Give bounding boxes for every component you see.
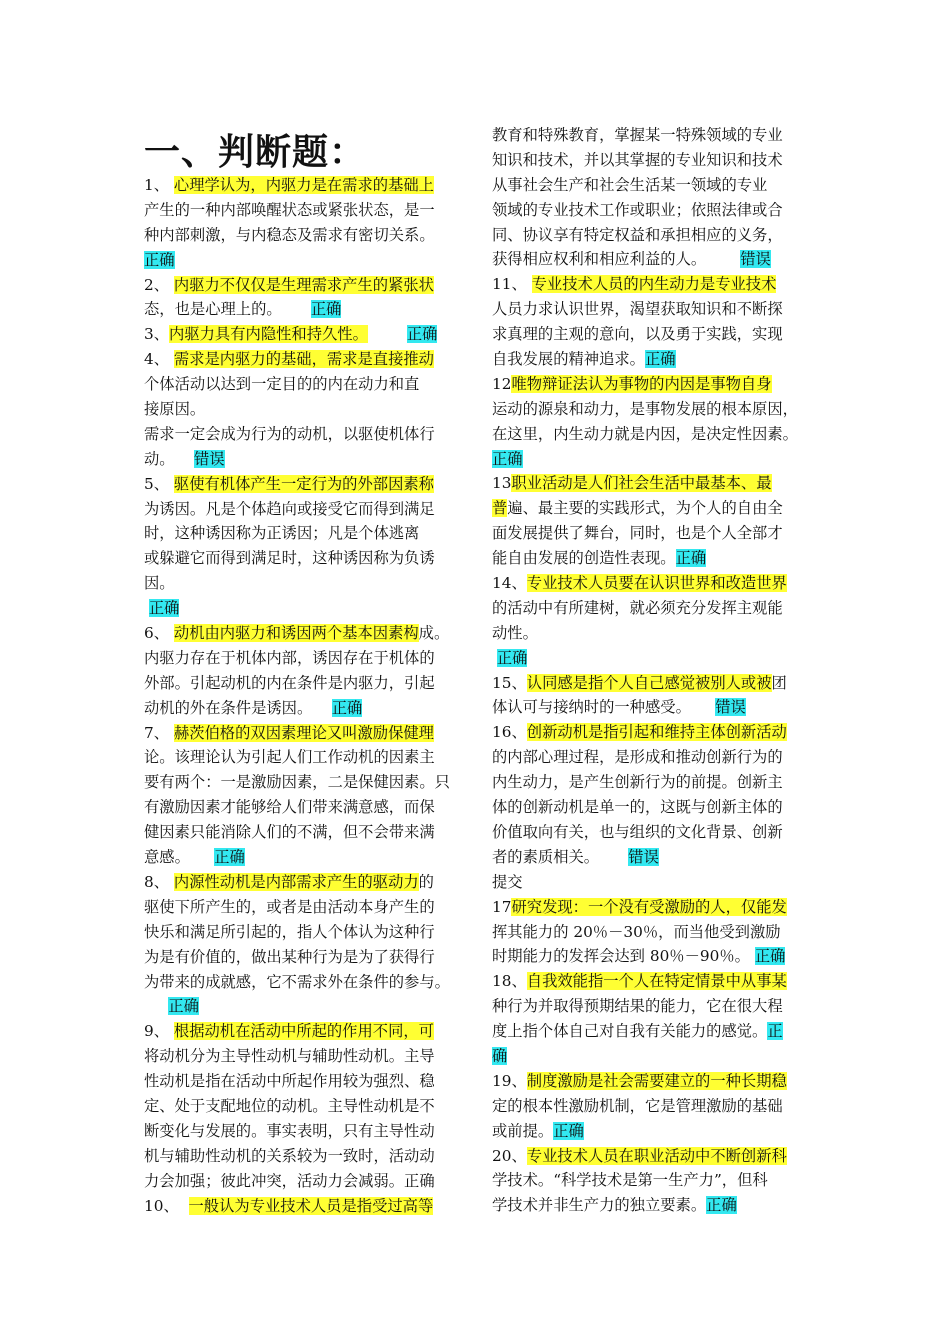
body-text: 10、 xyxy=(144,1196,189,1215)
text-line xyxy=(492,1144,816,1169)
body-text: 5、 xyxy=(144,474,174,493)
text-line xyxy=(144,596,468,621)
body-text xyxy=(368,325,407,343)
text-line xyxy=(144,173,468,198)
text-line xyxy=(144,1119,468,1144)
answer-badge: 正确 xyxy=(148,599,180,618)
text-line xyxy=(144,945,468,970)
body-text: 的内部心理过程，是形成和推动创新行为的 xyxy=(492,748,783,767)
body-text: 种内部刺激，与内稳态及需求有密切关系。 xyxy=(144,225,435,244)
text-line xyxy=(492,745,816,770)
body-text: 接原因。 xyxy=(144,400,206,419)
answer-badge: 错误 xyxy=(194,449,225,468)
text-line xyxy=(492,496,816,521)
body-text: 性动机是指在活动中所起作用较为强烈、稳 xyxy=(144,1072,435,1091)
text-line xyxy=(492,770,816,795)
body-text: 8、 xyxy=(144,872,174,891)
text-line xyxy=(492,422,816,447)
answer-badge: 正确 xyxy=(496,648,528,667)
body-text: 断变化与发展的。事实表明，只有主导性动 xyxy=(144,1121,435,1140)
text-line xyxy=(492,397,816,422)
body-text: 15、 xyxy=(492,673,527,692)
highlighted-statement: 内源性动机是内部需求产生的驱动力 xyxy=(173,872,419,891)
text-line xyxy=(492,671,816,696)
text-line xyxy=(144,422,468,447)
body-text: 或前提。 xyxy=(492,1121,554,1140)
highlighted-statement: 职业活动是人们社会生活中最基本、最 xyxy=(511,474,772,493)
text-line xyxy=(492,1193,816,1218)
text-line xyxy=(144,671,468,696)
body-text: 17 xyxy=(492,897,512,916)
text-line xyxy=(144,497,468,522)
body-text: 提交 xyxy=(492,872,523,891)
highlighted-statement: 普 xyxy=(492,499,508,518)
body-text: 为带来的成就感，它不需求外在条件的参与。 xyxy=(144,972,450,991)
text-line xyxy=(492,895,816,920)
text-line xyxy=(492,247,816,272)
body-text: 动机的外在条件是诱因。 xyxy=(144,698,332,717)
text-line xyxy=(144,322,468,347)
body-text: 自我发展的精神追求。 xyxy=(492,350,645,369)
answer-badge: 正确 xyxy=(406,325,438,344)
text-line xyxy=(144,372,468,397)
text-line xyxy=(492,969,816,994)
body-text: 意感。 xyxy=(144,848,215,867)
answer-badge: 正确 xyxy=(310,300,342,319)
text-line xyxy=(144,1194,468,1219)
body-text: 动。 xyxy=(144,449,195,468)
highlighted-statement: 研究发现：一个没有受激励的人，仅能发 xyxy=(511,897,787,916)
text-line xyxy=(492,1168,816,1193)
body-text: 外部。引起动机的内在条件是内驱力，引起 xyxy=(144,673,435,692)
body-text: 内驱力存在于机体内部，诱因存在于机体的 xyxy=(144,648,435,667)
highlighted-statement: 自我效能指一个人在特定情景中从事某 xyxy=(526,972,787,991)
text-line xyxy=(144,1069,468,1094)
text-line xyxy=(144,621,468,646)
body-text: 论。该理论认为引起人们工作动机的因素主 xyxy=(144,748,435,767)
text-line xyxy=(492,521,816,546)
answer-badge: 正确 xyxy=(675,549,707,568)
body-text: 2、 xyxy=(144,275,174,294)
body-text: 时，这种诱因称为正诱因；凡是个体逃离 xyxy=(144,524,420,543)
body-text: 有激励因素才能够给人们带来满意感，而保 xyxy=(144,798,435,817)
text-line xyxy=(492,795,816,820)
answer-badge: 正确 xyxy=(553,1121,584,1140)
highlighted-statement: 心理学认为，内驱力是在需求的基础上 xyxy=(173,176,434,194)
body-text: 知识和技术，并以其掌握的专业知识和技术 xyxy=(492,150,783,169)
text-line xyxy=(492,148,816,173)
text-line xyxy=(492,870,816,895)
text-line xyxy=(492,471,816,496)
answer-badge: 正确 xyxy=(706,1196,737,1215)
body-text xyxy=(144,997,168,1015)
text-line xyxy=(144,223,468,248)
text-line xyxy=(144,895,468,920)
body-text: 为是有价值的，做出某种行为是为了获得行 xyxy=(144,947,435,966)
body-text: 遍、最主要的实践形式，为个人的自由全 xyxy=(507,499,783,518)
body-text: 定、处于支配地位的动机。主导性动机是不 xyxy=(144,1096,435,1115)
body-text: 领域的专业技术工作或职业；依照法律或合 xyxy=(492,200,783,219)
highlighted-statement: 专业技术人员在职业活动中不断创新科 xyxy=(526,1146,787,1165)
body-text: 3、 xyxy=(144,325,170,344)
answer-badge: 错误 xyxy=(715,698,746,717)
body-text: 6、 xyxy=(144,624,174,643)
text-line xyxy=(492,223,816,248)
page-title: 一、判断题： xyxy=(144,131,367,173)
highlighted-statement: 创新动机是指引起和维持主体创新活动 xyxy=(526,723,787,742)
body-text: 7、 xyxy=(144,723,174,742)
highlighted-statement: 内驱力不仅仅是生理需求产生的紧张状 xyxy=(173,275,434,294)
answer-badge: 正确 xyxy=(331,698,363,717)
body-text: 健因素只能消除人们的不满，但不会带来满 xyxy=(144,823,435,842)
answer-badge: 正确 xyxy=(168,997,199,1016)
text-line xyxy=(492,571,816,596)
body-text: 需求一定会成为行为的动机，以驱使机体行 xyxy=(144,424,435,443)
body-text: 运动的源泉和动力，是事物发展的根本原因， xyxy=(492,399,798,418)
body-text: 20、 xyxy=(492,1146,527,1165)
body-text: 机与辅助性动机的关系较为一致时，活动动 xyxy=(144,1146,435,1165)
answer-badge: 正确 xyxy=(144,250,175,269)
text-line xyxy=(492,994,816,1019)
text-line xyxy=(144,1094,468,1119)
body-text: 学技术。“科学技术是第一生产力”，但科 xyxy=(492,1171,768,1190)
text-line xyxy=(492,695,816,720)
text-line xyxy=(492,1119,816,1144)
body-text: 求真理的主观的意向，以及勇于实践，实现 xyxy=(492,325,783,344)
text-line xyxy=(144,397,468,422)
text-line xyxy=(144,920,468,945)
text-line xyxy=(492,322,816,347)
body-text: 驱使下所产生的，或者是由活动本身产生的 xyxy=(144,897,435,916)
text-line xyxy=(492,621,816,646)
body-text: 人员力求认识世界，渴望获取知识和不断探 xyxy=(492,300,783,319)
highlighted-statement: 一般认为专业技术人员是指受过高等 xyxy=(188,1196,434,1215)
body-text: 获得相应权利和相应利益的人。 xyxy=(492,250,741,269)
text-line xyxy=(492,720,816,745)
text-line xyxy=(492,596,816,621)
body-text: 成。 xyxy=(418,624,450,643)
text-line xyxy=(144,1144,468,1169)
text-line xyxy=(144,745,468,770)
text-line xyxy=(144,297,468,322)
body-text: 体认可与接纳时的一种感受。 xyxy=(492,698,716,717)
text-line xyxy=(144,347,468,372)
text-line xyxy=(492,372,816,397)
text-line xyxy=(492,845,816,870)
highlighted-statement: 制度激励是社会需要建立的一种长期稳 xyxy=(526,1071,787,1090)
body-text: 团 xyxy=(771,673,787,692)
body-text: 11、 xyxy=(492,275,532,294)
body-text: 体的创新动机是单一的，这既与创新主体的 xyxy=(492,798,783,817)
body-text: 产生的一种内部唤醒状态或紧张状态，是一 xyxy=(144,200,435,219)
body-text: 将动机分为主导性动机与辅助性动机。主导 xyxy=(144,1047,435,1066)
answer-badge: 正确 xyxy=(644,350,676,369)
text-line xyxy=(144,198,468,223)
text-line xyxy=(492,272,816,297)
body-text: 教育和特殊教育，掌握某一特殊领域的专业 xyxy=(492,126,783,144)
body-text: 时期能力的发挥会达到 80％－90％。 xyxy=(492,947,755,966)
text-line xyxy=(492,920,816,945)
body-text: 16、 xyxy=(492,723,527,742)
highlighted-statement: 内驱力具有内隐性和持久性。 xyxy=(169,325,368,344)
highlighted-statement: 认同感是指个人自己感觉被别人或被 xyxy=(526,673,772,692)
body-text: 度上指个体自己对自我有关能力的感觉。 xyxy=(492,1022,768,1041)
text-line xyxy=(492,1094,816,1119)
text-line xyxy=(492,347,816,372)
text-line xyxy=(492,646,816,671)
body-text: 14、 xyxy=(492,574,527,593)
highlighted-statement: 动机由内驱力和诱因两个基本因素构 xyxy=(173,624,419,643)
answer-badge: 正确 xyxy=(214,848,245,867)
highlighted-statement: 驱使有机体产生一定行为的外部因素称 xyxy=(173,474,434,493)
text-line xyxy=(144,770,468,795)
text-line xyxy=(492,173,816,198)
text-line xyxy=(144,696,468,721)
text-line xyxy=(144,521,468,546)
body-text: 动性。 xyxy=(492,623,538,642)
text-line xyxy=(144,845,468,870)
text-line xyxy=(492,123,816,148)
highlighted-statement: 专业技术人员的内生动力是专业技术 xyxy=(531,275,777,294)
answer-badge: 正确 xyxy=(492,449,523,468)
text-line xyxy=(492,297,816,322)
text-line xyxy=(492,1019,816,1044)
body-text: 面发展提供了舞台，同时，也是个人全部才 xyxy=(492,524,783,543)
body-text: 12 xyxy=(492,374,512,393)
text-line xyxy=(144,1044,468,1069)
body-text: 9、 xyxy=(144,1022,174,1041)
right-column xyxy=(492,123,816,1218)
body-text: 能自由发展的创造性表现。 xyxy=(492,549,676,568)
body-text: 内生动力，是产生创新行为的前提。创新主 xyxy=(492,773,783,792)
body-text: 要有两个：一是激励因素，二是保健因素。只 xyxy=(144,773,450,792)
text-line xyxy=(492,447,816,472)
body-text: 力会加强；彼此冲突，活动力会减弱。正确 xyxy=(144,1171,435,1190)
body-text: 的 xyxy=(418,872,434,891)
text-line xyxy=(144,472,468,497)
text-line xyxy=(492,820,816,845)
highlighted-statement: 唯物辩证法认为事物的内因是事物自身 xyxy=(511,374,772,393)
body-text: 者的素质相关。 xyxy=(492,847,629,866)
body-text: 在这里，内生动力就是内因，是决定性因素。 xyxy=(492,424,798,443)
answer-badge: 正 xyxy=(767,1022,783,1041)
answer-badge: 正确 xyxy=(754,947,786,966)
text-line xyxy=(144,571,468,596)
text-line xyxy=(144,721,468,746)
text-line xyxy=(492,1069,816,1094)
text-line xyxy=(144,795,468,820)
text-line xyxy=(492,944,816,969)
body-text: 为诱因。凡是个体趋向或接受它而得到满足 xyxy=(144,499,435,518)
body-text: 19、 xyxy=(492,1071,527,1090)
body-text: 从事社会生产和社会生活某一领域的专业 xyxy=(492,175,768,194)
body-text: 1、 xyxy=(144,176,174,194)
text-line xyxy=(144,994,468,1019)
body-text: 个体活动以达到一定目的的内在动力和直 xyxy=(144,375,420,394)
text-line xyxy=(144,447,468,472)
body-text: 同、协议享有特定权益和承担相应的义务， xyxy=(492,225,783,244)
highlighted-statement: 赫茨伯格的双因素理论又叫激励保健理 xyxy=(173,723,434,742)
left-column xyxy=(144,173,468,1218)
answer-badge: 错误 xyxy=(628,847,659,866)
text-line xyxy=(492,546,816,571)
body-text: 价值取向有关，也与组织的文化背景、创新 xyxy=(492,822,783,841)
answer-badge: 确 xyxy=(492,1046,508,1065)
body-text: 学技术并非生产力的独立要素。 xyxy=(492,1196,707,1215)
body-text: 或躲避它而得到满足时，这种诱因称为负诱 xyxy=(144,549,435,568)
body-text: 18、 xyxy=(492,972,527,991)
body-text: 13 xyxy=(492,474,512,493)
body-text: 种行为并取得预期结果的能力，它在很大程 xyxy=(492,997,783,1016)
text-line xyxy=(144,546,468,571)
text-line xyxy=(492,198,816,223)
highlighted-statement: 根据动机在活动中所起的作用不同，可 xyxy=(173,1022,434,1041)
text-line xyxy=(144,970,468,995)
text-line xyxy=(144,646,468,671)
highlighted-statement: 专业技术人员要在认识世界和改造世界 xyxy=(526,574,787,593)
answer-badge: 错误 xyxy=(740,250,771,269)
text-line xyxy=(144,273,468,298)
text-line xyxy=(144,1169,468,1194)
text-line xyxy=(492,1044,816,1069)
body-text: 挥其能力的 20％－30％，而当他受到激励 xyxy=(492,922,781,941)
body-text: 态，也是心理上的。 xyxy=(144,300,311,319)
text-line xyxy=(144,870,468,895)
body-text: 因。 xyxy=(144,574,175,593)
body-text: 快乐和满足所引起的，指人个体认为这种行 xyxy=(144,922,435,941)
body-text: 的活动中有所建树，就必须充分发挥主观能 xyxy=(492,598,783,617)
body-text: 4、 xyxy=(144,350,174,369)
highlighted-statement: 需求是内驱力的基础，需求是直接推动 xyxy=(173,350,434,369)
text-line xyxy=(144,1019,468,1044)
text-line xyxy=(144,820,468,845)
body-text: 定的根本性激励机制，它是管理激励的基础 xyxy=(492,1096,783,1115)
text-line xyxy=(144,248,468,273)
